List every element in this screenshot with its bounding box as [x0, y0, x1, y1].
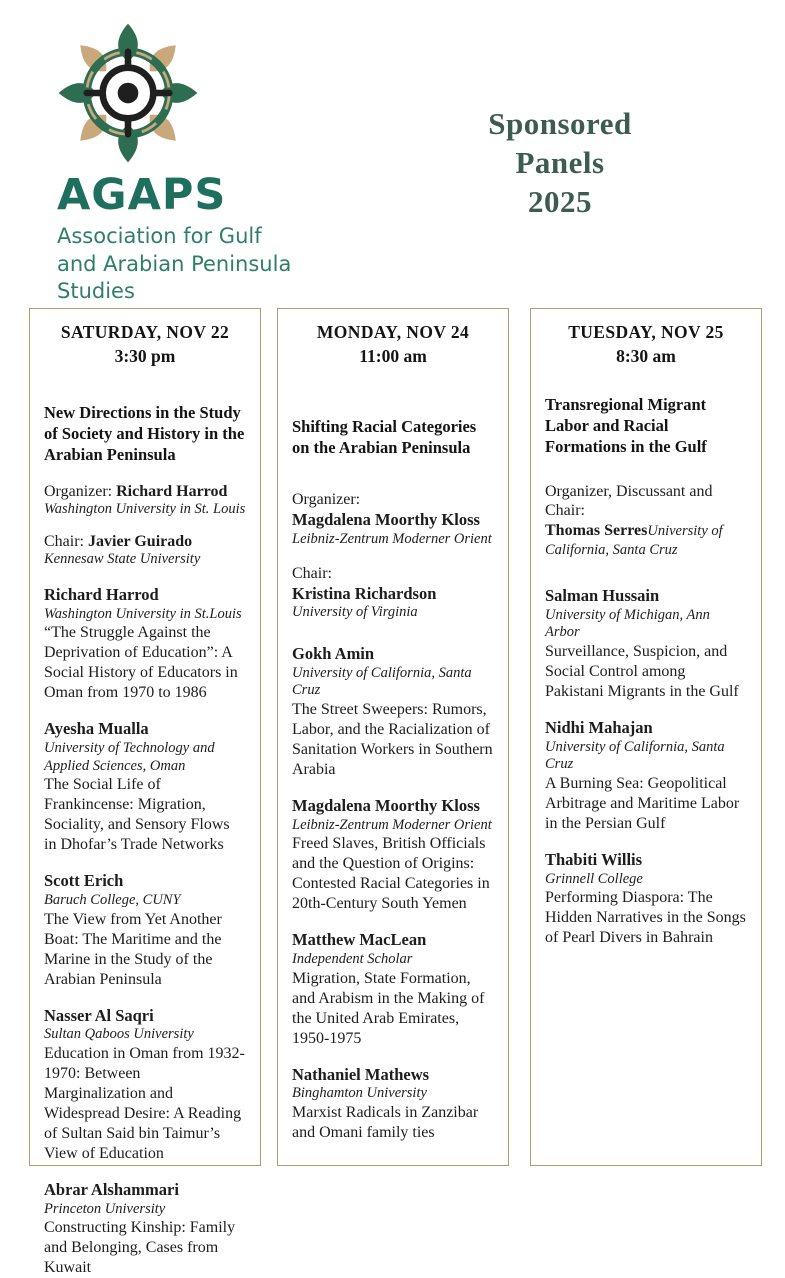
paper-item: [292, 796, 494, 914]
paper-item: [292, 644, 494, 780]
page-header: [0, 0, 785, 304]
paper-title: Education in Oman from 1932-1970: Between Marginalization and Widespread Desire: A Reading of Sultan Said bin Taimur’s View of Education: [44, 1044, 245, 1162]
organizer-label: Organizer:: [44, 482, 117, 500]
page-title-line-3: 2025: [528, 183, 592, 219]
paper-affiliation: Independent Scholar: [292, 951, 413, 968]
paper-author: Thabiti Willis: [545, 849, 643, 869]
paper-author: Abrar Alshammari: [44, 1179, 179, 1199]
organizer-label: Organizer, Discussant and Chair:: [545, 482, 713, 520]
paper-author: Richard Harrod: [44, 584, 159, 604]
chair-affiliation: Kennesaw State University: [44, 551, 201, 568]
paper-affiliation: Leibniz-Zentrum Moderner Orient: [292, 816, 492, 833]
panel-time: 8:30 am: [616, 345, 676, 366]
chair-label: Chair:: [292, 565, 332, 583]
paper-author: Gokh Amin: [292, 644, 375, 664]
paper-author: Nathaniel Mathews: [292, 1064, 430, 1084]
paper-title: Freed Slaves, British Officials and the Question of Origins: Contested Racial Categories in 20th-Century South Yemen: [292, 835, 490, 913]
paper-item: [44, 871, 246, 989]
paper-author: Nasser Al Saqri: [44, 1005, 154, 1025]
paper-title: Performing Diaspora: The Hidden Narratives in the Songs of Pearl Divers in Bahrain: [545, 889, 746, 947]
chair-name: Kristina Richardson: [292, 583, 437, 603]
paper-item: [44, 585, 246, 703]
paper-item: [545, 586, 747, 702]
organizer-affiliation: Washington University in St. Louis: [44, 501, 246, 518]
paper-affiliation: Binghamton University: [292, 1085, 427, 1102]
logo-acronym: AGAPS: [57, 170, 227, 220]
chair-line: [44, 532, 246, 552]
paper-affiliation: University of California, Santa Cruz: [545, 738, 725, 773]
paper-item: [44, 719, 246, 855]
paper-title: A Burning Sea: Geopolitical Arbitrage and Maritime Labor in the Persian Gulf: [545, 774, 740, 832]
panel-organizer: [545, 482, 747, 560]
paper-title: Constructing Kinship: Family and Belonging, Cases from Kuwait: [44, 1219, 236, 1277]
organizer-line: [545, 521, 747, 560]
paper-item: [44, 1006, 246, 1164]
panel-time: 11:00 am: [359, 345, 427, 366]
organizer-name: Magdalena Moorthy Kloss: [292, 509, 480, 529]
page-title-line-1: Sponsored: [488, 106, 632, 141]
paper-title: Migration, State Formation, and Arabism in the Making of the United Arab Emirates, 1950-1975: [292, 969, 485, 1047]
page-title-line-2: Panels: [515, 144, 605, 180]
paper-item: [292, 1065, 494, 1143]
organizer-line: [44, 482, 246, 502]
paper-title: “The Struggle Against the Deprivation of Education”: A Social History of Educators in Oman from 1970 to 1986: [44, 624, 238, 702]
paper-item: [545, 850, 747, 948]
panel-day: MONDAY, NOV 24: [316, 322, 470, 342]
paper-item: [292, 930, 494, 1048]
logo-organization-name: [57, 223, 335, 306]
paper-author: Magdalena Moorthy Kloss: [292, 796, 480, 816]
panel-title: New Directions in the Study of Society and History in the Arabian Peninsula: [44, 403, 245, 465]
paper-title: The View from Yet Another Boat: The Maritime and the Marine in the Study of the Arabian Peninsula: [44, 910, 222, 988]
panels-columns: [0, 308, 785, 1277]
panel-organizer: [292, 490, 494, 548]
paper-affiliation: Princeton University: [44, 1200, 166, 1217]
paper-title: Surveillance, Suspicion, and Social Control among Pakistani Migrants in the Gulf: [545, 642, 739, 700]
paper-title: Marxist Radicals in Zanzibar and Omani family ties: [292, 1104, 479, 1142]
paper-item: [545, 718, 747, 834]
page-title: [395, 105, 725, 221]
panel-column-tuesday: [530, 308, 762, 1166]
logo-name-line-3: Studies: [57, 279, 135, 304]
panel-column-saturday: [29, 308, 261, 1277]
chair-name: Javier Guirado: [88, 532, 193, 550]
agaps-logo: [45, 18, 335, 306]
paper-author: Scott Erich: [44, 871, 124, 891]
organizer-affiliation: Leibniz-Zentrum Moderner Orient: [292, 530, 492, 547]
panel-title: Shifting Racial Categories on the Arabian Peninsula: [292, 417, 477, 458]
paper-affiliation: University of Michigan, Ann Arbor: [545, 606, 710, 641]
paper-affiliation: University of California, Santa Cruz: [292, 664, 472, 699]
organizer-label: Organizer:: [292, 491, 361, 509]
chair-affiliation: University of Virginia: [292, 604, 418, 621]
logo-name-line-2: and Arabian Peninsula: [57, 251, 292, 276]
panel-organizer: [44, 482, 246, 519]
panel-title: Transregional Migrant Labor and Racial Formations in the Gulf: [545, 395, 707, 457]
paper-title: The Street Sweepers: Rumors, Labor, and the Racialization of Sanitation Workers in Southern Arabia: [292, 701, 493, 779]
paper-affiliation: Washington University in St.Louis: [44, 605, 242, 622]
panel-chair: [44, 532, 246, 569]
paper-author: Salman Hussain: [545, 585, 660, 605]
panel-column-monday: [277, 308, 509, 1166]
organizer-affiliation: University of California, Santa Cruz: [545, 522, 723, 559]
paper-author: Matthew MacLean: [292, 930, 427, 950]
paper-affiliation: University of Technology and Applied Sciences, Oman: [44, 739, 215, 774]
paper-author: Nidhi Mahajan: [545, 717, 653, 737]
paper-title: The Social Life of Frankincense: Migration, Sociality, and Sensory Flows in Dhofar’s Trade Networks: [44, 776, 230, 854]
paper-item: [44, 1180, 246, 1278]
paper-author: Ayesha Mualla: [44, 719, 149, 739]
organizer-name: Thomas Serres: [545, 521, 648, 539]
paper-affiliation: Sultan Qaboos University: [44, 1026, 194, 1043]
panel-day: SATURDAY, NOV 22: [60, 322, 230, 342]
panel-chair: [292, 564, 494, 622]
panel-time: 3:30 pm: [114, 345, 176, 366]
logo-name-line-1: Association for Gulf: [57, 224, 262, 248]
chair-label: Chair:: [44, 532, 88, 550]
paper-affiliation: Grinnell College: [545, 870, 643, 887]
agaps-emblem-icon: [53, 18, 203, 168]
panel-day: TUESDAY, NOV 25: [568, 322, 724, 342]
organizer-name: Richard Harrod: [116, 482, 228, 500]
paper-affiliation: Baruch College, CUNY: [44, 891, 181, 908]
